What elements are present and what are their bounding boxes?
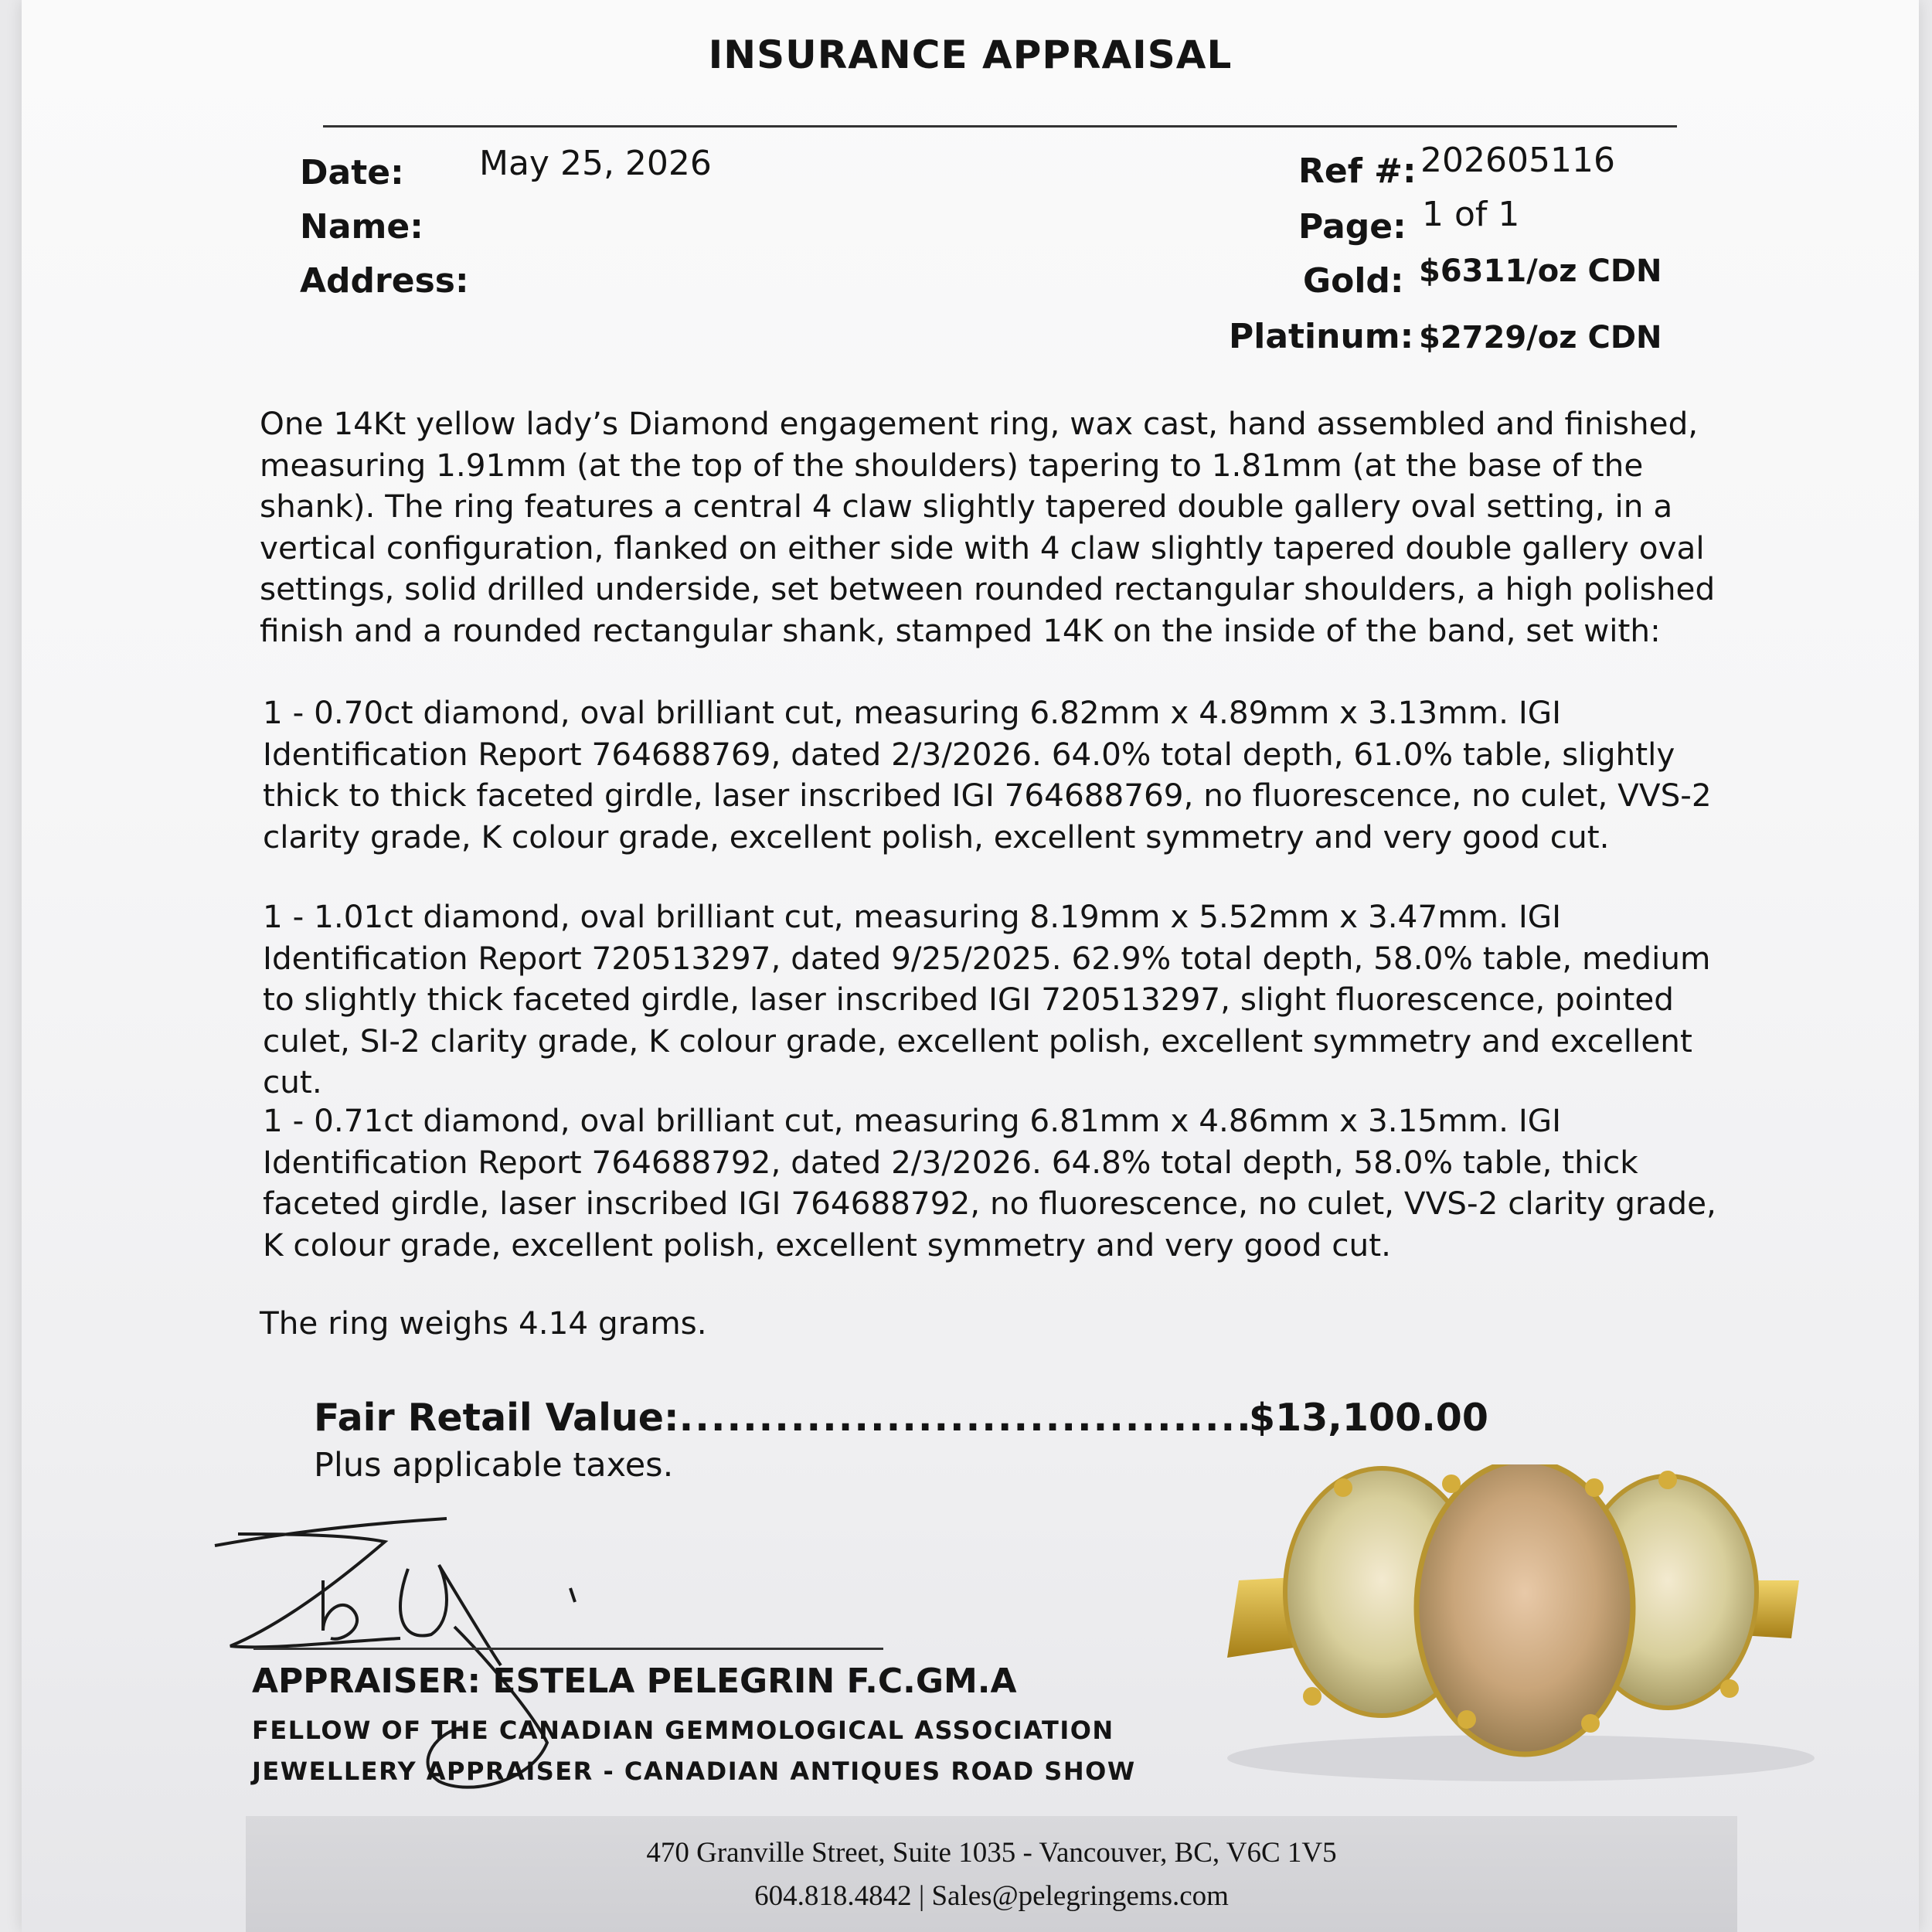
page-value: 1 of 1 <box>1422 195 1520 234</box>
appraisal-page <box>22 0 1919 1932</box>
stone-description-2: 1 - 1.01ct diamond, oval brilliant cut, measuring 8.19mm x 5.52mm x 3.47mm. IGI Identification Report 720513297, dated 9/25/2025. 62.9% total depth, 58.0% table, medium to slightly thick faceted girdle, laser inscribed IGI 720513297, slight fluorescence, pointed culet, SI-2 clarity grade, K colour grade, excellent polish, excellent symmetry and excellent cut. <box>263 898 1711 1100</box>
fair-retail-label: Fair Retail Value: <box>314 1396 679 1440</box>
signature-line <box>253 1648 883 1650</box>
stone-description-1: 1 - 0.70ct diamond, oval brilliant cut, measuring 6.82mm x 4.89mm x 3.13mm. IGI Identification Report 764688769, dated 2/3/2026. 64.0% total depth, 61.0% table, slightly thick to thick faceted girdle, laser inscribed IGI 764688769, no fluorescence, no culet, VVS-2 clarity grade, K colour grade, excellent polish, excellent symmetry and very good cut. <box>263 694 1712 855</box>
appraiser-credential-2: JEWELLERY APPRAISER - CANADIAN ANTIQUES ROAD SHOW <box>252 1757 1136 1786</box>
appraiser-credential-1: FELLOW OF THE CANADIAN GEMMOLOGICAL ASSOCIATION <box>252 1716 1114 1745</box>
page-label: Page: <box>1298 207 1406 247</box>
title-divider <box>323 125 1677 128</box>
ring-weight: The ring weighs 4.14 grams. <box>260 1304 707 1342</box>
document-title: INSURANCE APPRAISAL <box>708 32 1233 77</box>
address-label: Address: <box>300 261 469 301</box>
footer-contact-band <box>246 1816 1737 1932</box>
platinum-price: $2729/oz CDN <box>1419 320 1662 355</box>
date-label: Date: <box>300 153 404 192</box>
ref-label: Ref #: <box>1298 151 1417 191</box>
date-value: May 25, 2026 <box>479 144 712 183</box>
leader-dots <box>679 1396 1249 1440</box>
footer-address: 470 Granville Street, Suite 1035 - Vancouver, BC, V6C 1V5 <box>646 1837 1337 1869</box>
ring-description: One 14Kt yellow lady’s Diamond engagement ring, wax cast, hand assembled and finished, measuring 1.91mm (at the top of the shoulders) tapering to 1.81mm (at the base of the shank). The ring features a central 4 claw slightly tapered double gallery oval setting, in a vertical configuration, flanked on either side with 4 claw slightly tapered double gallery oval settings, solid drilled underside, set between rounded rectangular shoulders, a high polished finish and a rounded rectangular shank, stamped 14K on the inside of the band, set with: <box>260 405 1716 649</box>
ring-photo <box>1204 1464 1822 1789</box>
appraiser-name: APPRAISER: ESTELA PELEGRIN F.C.GM.A <box>252 1662 1017 1701</box>
gold-label: Gold: <box>1303 261 1404 301</box>
taxes-note: Plus applicable taxes. <box>314 1446 674 1485</box>
gold-price: $6311/oz CDN <box>1419 253 1662 289</box>
fair-retail-value: $13,100.00 <box>1249 1396 1488 1440</box>
stone-description-3: 1 - 0.71ct diamond, oval brilliant cut, measuring 6.81mm x 4.86mm x 3.15mm. IGI Identification Report 764688792, dated 2/3/2026. 64.8% total depth, 58.0% table, thick faceted girdle, laser inscribed IGI 764688792, no fluorescence, no culet, VVS-2 clarity grade, K colour grade, excellent polish, excellent symmetry and very good cut. <box>263 1102 1716 1264</box>
platinum-label: Platinum: <box>1229 317 1414 356</box>
name-label: Name: <box>300 207 423 247</box>
ref-value: 202605116 <box>1420 141 1615 180</box>
footer-phone-email: 604.818.4842 | Sales@pelegringems.com <box>754 1880 1229 1912</box>
